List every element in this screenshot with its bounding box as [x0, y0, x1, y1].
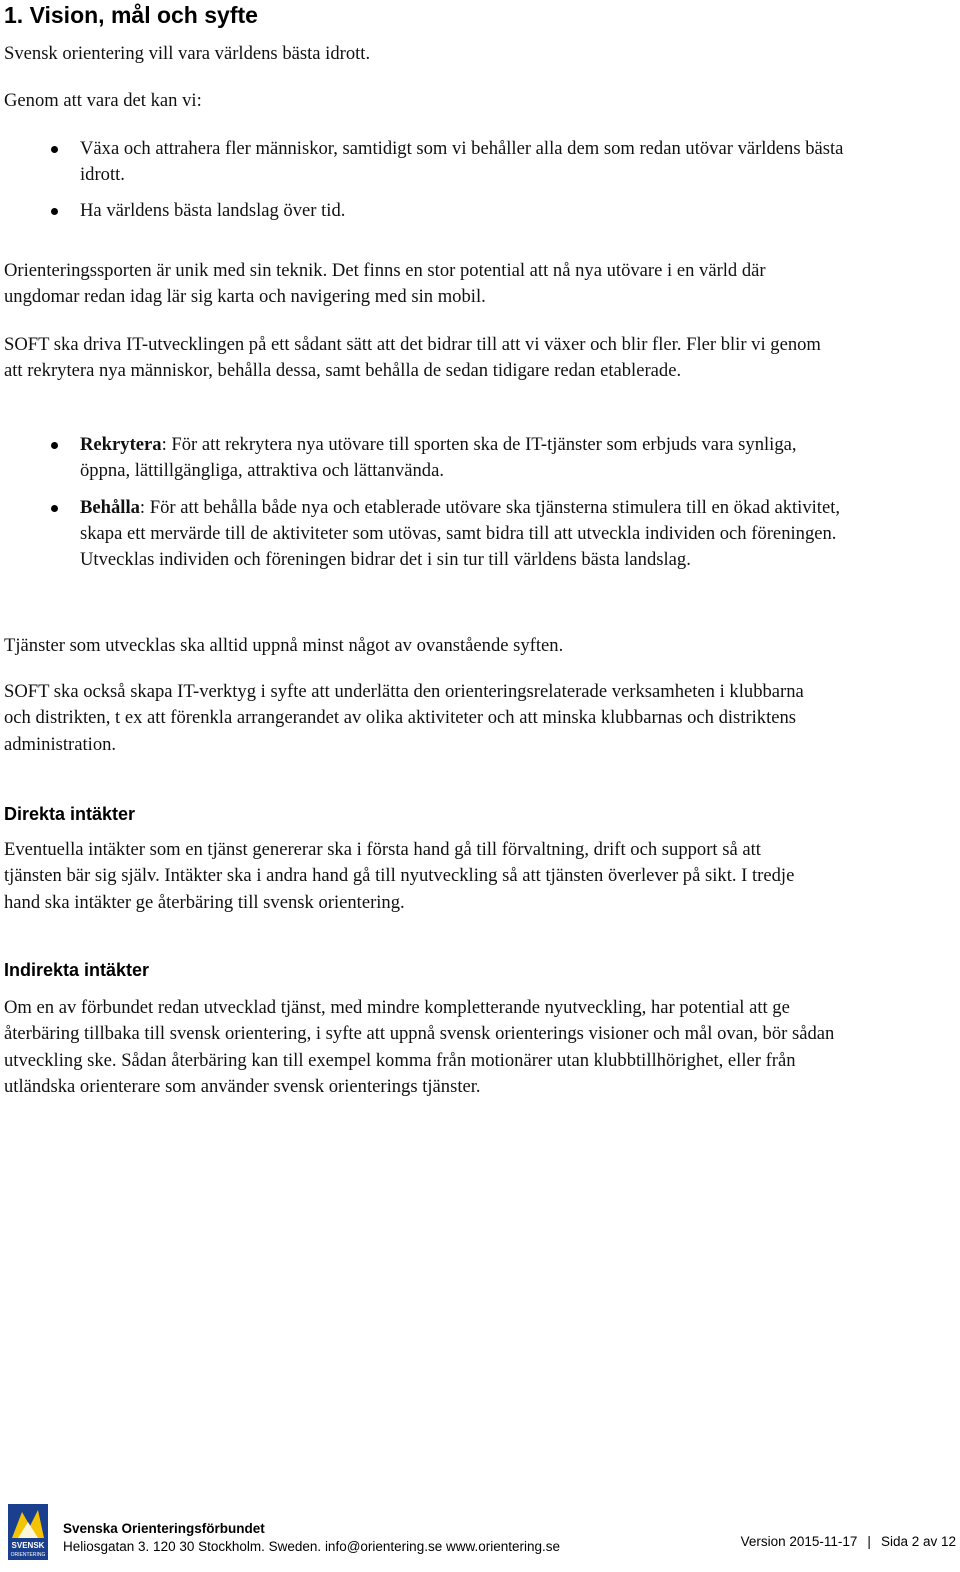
indirect-income-title: Indirekta intäkter	[4, 960, 150, 980]
paragraph-it-tools: SOFT ska också skapa IT-verktyg i syfte att underlätta den orienteringsrelaterade verksamheten i klubbarna och distrikten, t ex att förenkla arrangerandet av olika aktiviteter och att minska klubbarnas och distriktens administration.	[4, 681, 804, 755]
footer-page-number: Sida 2 av 12	[880, 1534, 956, 1549]
footer-version: Version 2015-11-17	[740, 1534, 858, 1549]
list-item	[0, 495, 850, 574]
bullet-icon	[51, 208, 58, 215]
paragraph-soft-growth: SOFT ska driva IT-utvecklingen på ett sådant sätt att det bidrar till att vi växer och blir fler. Fler blir vi genom att rekrytera nya människor, behålla dessa, samt behålla de sedan tidigare redan etablerade.	[4, 334, 821, 382]
bullet-icon	[51, 146, 58, 153]
logo-text-bottom: ORIENTERING	[10, 1552, 46, 1558]
goal-text: : För att rekrytera nya utövare till sporten ska de IT-tjänster som erbjuds vara synliga, öppna, lättillgängliga, attraktiva och lättanvända.	[80, 434, 797, 482]
goal-term: Rekrytera	[80, 434, 162, 455]
indirect-income-text: Om en av förbundet redan utvecklad tjänst, med mindre kompletterande nyutveckling, har potential att ge återbäring tillbaka till svensk orientering, i syfte att uppnå svensk orienterings visioner och mål ovan, bör sådan utveckling ske. Sådan återbäring kan till exempel komma från motionärer utan klubbtillhörighet, eller från utländska orienterare som använder svensk orienterings tjänster.	[4, 997, 835, 1097]
footer-contact	[63, 1539, 560, 1555]
bullet-icon	[51, 505, 58, 512]
bullet-icon	[51, 442, 58, 449]
goals-bullet-list	[0, 432, 850, 573]
goal-text: : För att behålla både nya och etablerade utövare ska tjänsterna stimulera till en ökad aktivitet, skapa ett mervärde till de aktiviteter som utövas, samt bidra till att utveckla individen och föreningen. Utvecklas individen och föreningen bidrar det i sin tur till världens bästa landslag.	[80, 496, 841, 571]
intro-statement: Svensk orientering vill vara världens bästa idrott.	[4, 43, 371, 64]
paragraph-technique: Orienteringssporten är unik med sin teknik. Det finns en stor potential att nå nya utövare i en värld där ungdomar redan idag lär sig karta och navigering med sin mobil.	[4, 260, 766, 308]
page-heading: 1. Vision, mål och syfte	[4, 2, 258, 28]
direct-income-title: Direkta intäkter	[4, 804, 136, 824]
footer-version-info	[741, 1534, 956, 1550]
intro-lead: Genom att vara det kan vi:	[4, 90, 202, 111]
bullet-text: Ha världens bästa landslag över tid.	[80, 199, 346, 221]
footer-organization: Svenska Orienteringsförbundet	[63, 1521, 265, 1536]
list-item	[0, 198, 880, 224]
footer-separator: |	[867, 1534, 871, 1549]
direct-income-text: Eventuella intäkter som en tjänst genererar ska i första hand gå till förvaltning, drift och support så att tjänsten bär sig själv. Intäkter ska i andra hand gå till nyutveckling så att tjänsten överlever på sikt. I tredje hand ska intäkter ge återbäring till svensk orientering.	[4, 839, 795, 913]
paragraph-services-purpose: Tjänster som utvecklas ska alltid uppnå minst något av ovanstående syften.	[4, 635, 564, 656]
list-item	[0, 432, 850, 485]
logo-text-top: SVENSK	[11, 1541, 45, 1550]
svensk-orientering-logo	[8, 1504, 48, 1560]
footer-website-link[interactable]: www.orientering.se	[445, 1539, 561, 1554]
goal-term: Behålla	[80, 496, 140, 518]
list-item	[0, 136, 880, 189]
vision-bullet-list	[0, 136, 880, 224]
footer-address-text: Heliosgatan 3. 120 30 Stockholm. Sweden.	[63, 1539, 322, 1554]
bullet-text: Växa och attrahera fler människor, samtidigt som vi behåller alla dem som redan utövar världens bästa idrott.	[80, 138, 844, 186]
footer-email-link[interactable]: info@orientering.se	[324, 1539, 443, 1554]
